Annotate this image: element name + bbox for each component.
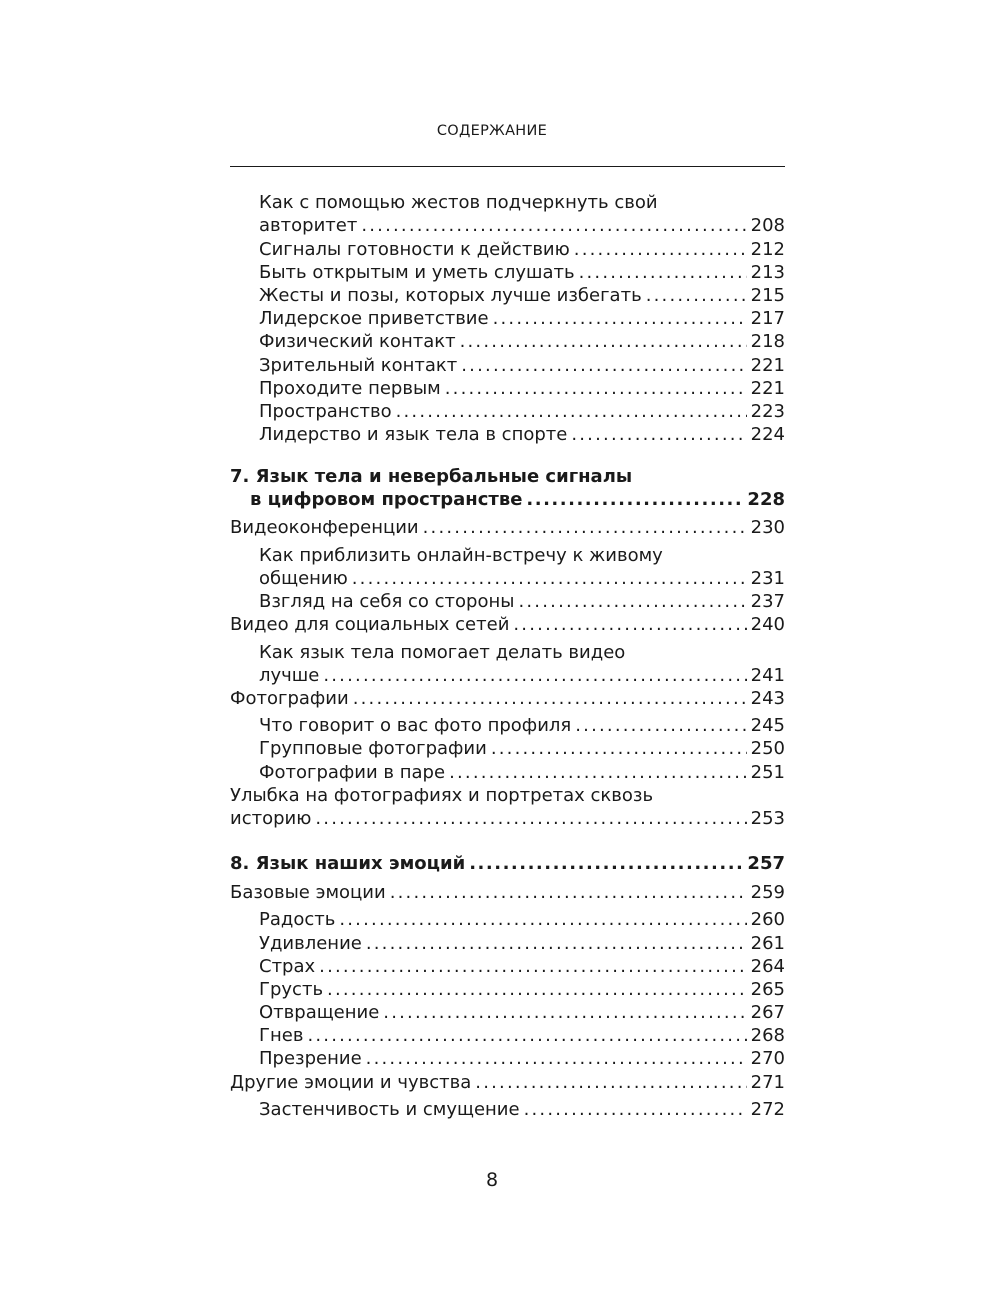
dot-leader <box>366 932 747 956</box>
toc-page-number: 265 <box>750 979 785 1000</box>
toc-entry[interactable] <box>259 932 785 956</box>
toc-page-number: 245 <box>750 715 785 736</box>
toc-entry[interactable] <box>259 761 785 785</box>
toc-page-number: 230 <box>750 517 785 538</box>
toc-entry-title: Другие эмоции и чувства <box>230 1072 472 1093</box>
chapter-entry[interactable] <box>230 852 785 876</box>
running-header: СОДЕРЖАНИЕ <box>436 123 548 139</box>
toc-page-number: 217 <box>750 308 785 329</box>
dot-leader <box>513 613 746 637</box>
toc-entry-title: Радость <box>259 909 336 930</box>
dot-leader <box>353 687 747 711</box>
toc-entry-title: Быть открытым и уметь слушать <box>259 262 575 283</box>
toc-entry-title: Удивление <box>259 933 362 954</box>
toc-page-number: 259 <box>750 882 785 903</box>
toc-entry-title: Застенчивость и смущение <box>259 1099 520 1120</box>
toc-entry[interactable] <box>259 307 785 331</box>
toc-page-number: 264 <box>750 956 785 977</box>
toc-entry-title: Физический контакт <box>259 331 456 352</box>
toc-entry-title: Зрительный контакт <box>259 355 458 376</box>
toc-page-number: 261 <box>750 933 785 954</box>
toc-entry[interactable] <box>259 1024 785 1048</box>
toc-entry[interactable] <box>259 284 785 308</box>
dot-leader <box>323 664 746 688</box>
toc-page-number: 212 <box>750 239 785 260</box>
dot-leader <box>575 714 746 738</box>
toc-entry-title: Улыбка на фотографиях и портретах сквозь <box>230 785 654 806</box>
toc-entry[interactable] <box>259 1001 785 1025</box>
toc-entry-title: Отвращение <box>259 1002 380 1023</box>
toc-entry[interactable] <box>259 330 785 354</box>
toc-entry[interactable] <box>230 516 785 540</box>
dot-leader <box>445 377 747 401</box>
toc-entry[interactable] <box>259 238 785 262</box>
toc-entry-title: Взгляд на себя со стороны <box>259 591 515 612</box>
toc-entry[interactable] <box>259 1047 785 1071</box>
toc-entry[interactable] <box>259 377 785 401</box>
toc-page-number: 251 <box>750 762 785 783</box>
toc-page-number: 221 <box>750 378 785 399</box>
dot-leader <box>491 737 747 761</box>
toc-entry-title: Гнев <box>259 1025 304 1046</box>
dot-leader <box>361 214 746 238</box>
toc-entry-title: Групповые фотографии <box>259 738 487 759</box>
dot-leader <box>352 567 747 591</box>
toc-entry[interactable] <box>259 423 785 447</box>
dot-leader <box>449 761 747 785</box>
toc-page-number: 257 <box>747 853 785 874</box>
toc-entry-title: Видео для социальных сетей <box>230 614 510 635</box>
toc-entry[interactable] <box>259 261 785 285</box>
toc-page-number: 224 <box>750 424 785 445</box>
toc-entry[interactable] <box>259 737 785 761</box>
toc-entry[interactable] <box>259 955 785 979</box>
toc-entry-title-cont: авторитет <box>259 215 358 236</box>
toc-entry-title: Лидерское приветствие <box>259 308 489 329</box>
toc-page-number: 271 <box>750 1072 785 1093</box>
dot-leader <box>493 307 747 331</box>
dot-leader <box>579 261 747 285</box>
dot-leader <box>366 1047 747 1071</box>
toc-entry-title: Видеоконференции <box>230 517 419 538</box>
toc-page-number: 253 <box>750 808 785 829</box>
dot-leader <box>460 330 747 354</box>
toc-entry[interactable] <box>259 354 785 378</box>
toc-entry[interactable] <box>230 1071 785 1095</box>
toc-entry-title: Лидерство и язык тела в спорте <box>259 424 568 445</box>
dot-leader <box>396 400 747 424</box>
dot-leader <box>646 284 747 308</box>
dot-leader <box>574 238 747 262</box>
dot-leader <box>319 955 746 979</box>
toc-page-number: 267 <box>750 1002 785 1023</box>
toc-entry-title: Сигналы готовности к действию <box>259 239 570 260</box>
dot-leader <box>475 1071 746 1095</box>
toc-page-number: 250 <box>750 738 785 759</box>
toc-entry[interactable] <box>230 687 785 711</box>
dot-leader <box>327 978 747 1002</box>
toc-page-number: 270 <box>750 1048 785 1069</box>
dot-leader <box>390 881 747 905</box>
dot-leader <box>383 1001 746 1025</box>
dot-leader <box>423 516 747 540</box>
toc-entry[interactable] <box>230 613 785 637</box>
dot-leader <box>518 590 746 614</box>
toc-page-number: 260 <box>750 909 785 930</box>
toc-entry[interactable] <box>259 714 785 738</box>
toc-page-number: 223 <box>750 401 785 422</box>
dot-leader <box>526 488 743 512</box>
toc-page-number: 268 <box>750 1025 785 1046</box>
table-of-contents <box>230 0 785 1312</box>
toc-entry-title-cont: историю <box>230 808 312 829</box>
toc-entry-title: Фотографии в паре <box>259 762 446 783</box>
toc-page-number: 237 <box>750 591 785 612</box>
toc-entry[interactable] <box>259 978 785 1002</box>
toc-entry-title: Фотографии <box>230 688 349 709</box>
chapter-title: 7. Язык тела и невербальные сигналы <box>230 466 633 487</box>
dot-leader <box>461 354 746 378</box>
chapter-entry[interactable] <box>250 488 785 512</box>
dot-leader <box>307 1024 746 1048</box>
toc-page-number: 272 <box>750 1099 785 1120</box>
toc-entry[interactable] <box>259 567 785 591</box>
toc-page-number: 213 <box>750 262 785 283</box>
dot-leader <box>469 852 743 876</box>
toc-page-number: 208 <box>750 215 785 236</box>
chapter-title-cont: в цифровом пространстве <box>250 489 523 510</box>
toc-entry[interactable] <box>259 908 785 932</box>
toc-entry-title: Как приблизить онлайн-встречу к живому <box>259 545 663 566</box>
toc-page-number: 215 <box>750 285 785 306</box>
toc-entry-title: Проходите первым <box>259 378 441 399</box>
dot-leader <box>339 908 746 932</box>
toc-entry-title: Страх <box>259 956 316 977</box>
dot-leader <box>571 423 746 447</box>
toc-entry-title: Базовые эмоции <box>230 882 386 903</box>
toc-page-number: 240 <box>750 614 785 635</box>
toc-entry[interactable] <box>259 590 785 614</box>
toc-entry-title: Грусть <box>259 979 324 1000</box>
toc-entry-title: Как с помощью жестов подчеркнуть свой <box>259 192 658 213</box>
toc-entry[interactable] <box>259 400 785 424</box>
toc-entry-title: Пространство <box>259 401 392 422</box>
toc-entry-title: Как язык тела помогает делать видео <box>259 642 626 663</box>
toc-entry[interactable] <box>259 664 785 688</box>
toc-page-number: 243 <box>750 688 785 709</box>
toc-page-number: 218 <box>750 331 785 352</box>
toc-page-number: 221 <box>750 355 785 376</box>
toc-page-number: 228 <box>747 489 785 510</box>
toc-page-number: 231 <box>750 568 785 589</box>
dot-leader <box>524 1098 747 1122</box>
toc-entry-title: Презрение <box>259 1048 362 1069</box>
toc-entry[interactable] <box>259 1098 785 1122</box>
chapter-title: 8. Язык наших эмоций <box>230 853 466 874</box>
toc-entry-title: Жесты и позы, которых лучше избегать <box>259 285 642 306</box>
toc-entry[interactable] <box>259 214 785 238</box>
dot-leader <box>315 807 746 831</box>
toc-entry[interactable] <box>230 807 785 831</box>
toc-entry-title-cont: общению <box>259 568 348 589</box>
page-number: 8 <box>485 1169 499 1191</box>
toc-entry[interactable] <box>230 881 785 905</box>
toc-entry-title-cont: лучше <box>259 665 320 686</box>
toc-page-number: 241 <box>750 665 785 686</box>
toc-entry-title: Что говорит о вас фото профиля <box>259 715 572 736</box>
